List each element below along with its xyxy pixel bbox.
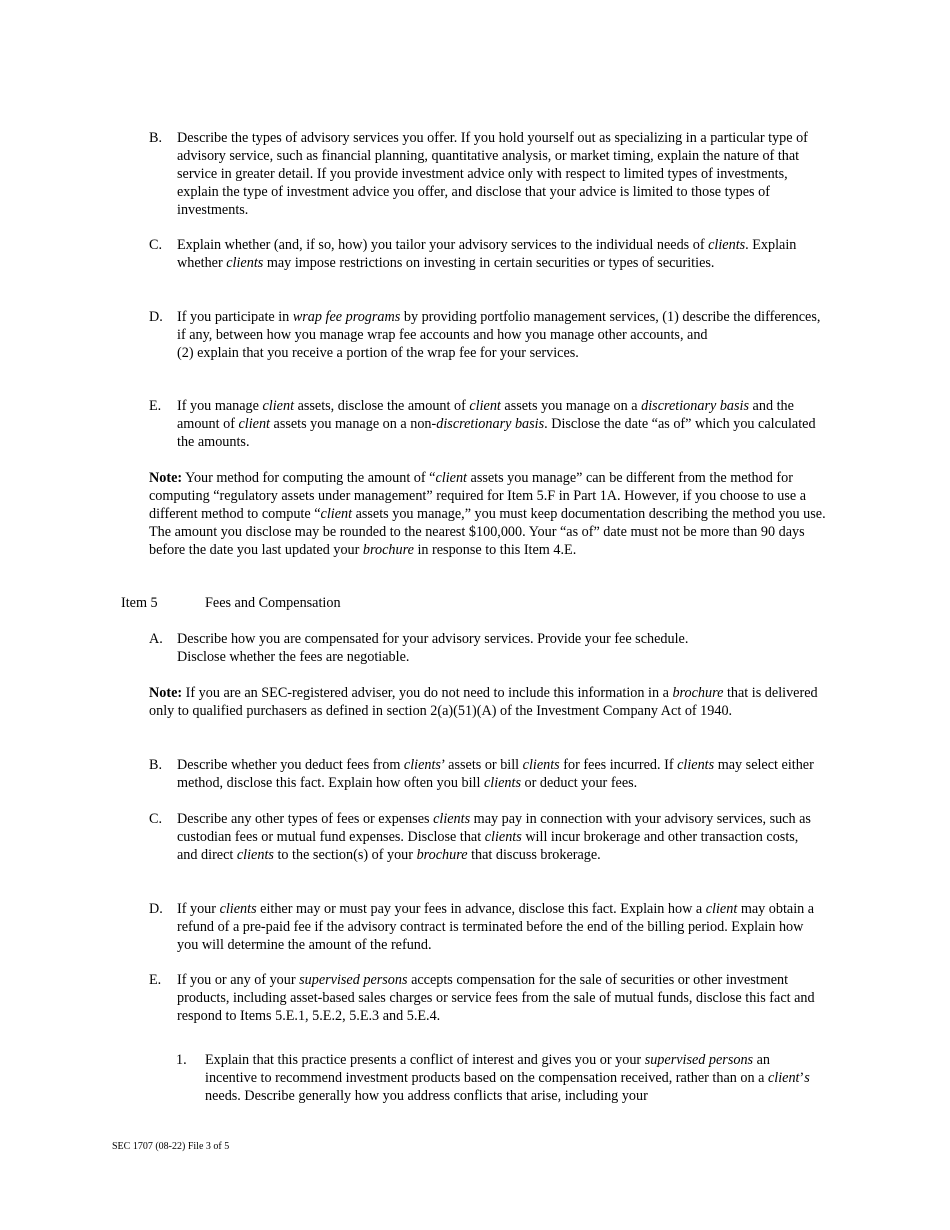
item-5a-text: Describe how you are compensated for your advisory services. Provide your fee schedule. Disclose whether the fees are negotiable. <box>177 631 689 665</box>
note-item-4e: Note: Your method for computing the amount of “client assets you manage” can be different from the method for computing “regulatory assets under management” required for Item 5.F in Part 1A. However, if you choose to use a different method to compute “client assets you manage,” you must keep documentation describing the method you use. The amount you disclose may be rounded to the nearest $100,000. Your “as of” date must not be more than 90 days before the date you last updated your brochure in response to this Item 4.E. <box>149 470 826 558</box>
item-5a-label: A. <box>149 631 163 647</box>
item-5e1-label: 1. <box>176 1052 187 1068</box>
item-5b-label: B. <box>149 757 163 773</box>
item-5c-label: C. <box>149 811 163 827</box>
item-5d <box>149 900 821 954</box>
note-label: Note: <box>149 685 183 701</box>
item-5d-text: If your clients either may or must pay your fees in advance, disclose this fact. Explain how a client may obtain a refund of a pre-paid fee if the advisory contract is terminated before the end of the billing period. Explain how you will determine the amount of the refund. <box>177 901 815 953</box>
item-5e-label: E. <box>149 972 162 988</box>
item-5a <box>149 630 821 666</box>
item-4d <box>149 308 821 362</box>
note-item-5a: Note: If you are an SEC-registered adviser, you do not need to include this information in a brochure that is delivered only to qualified purchasers as defined in section 2(a)(51)(A) of the Investment Company Act of 1940. <box>149 685 818 719</box>
item-4d-label: D. <box>149 309 163 325</box>
item-4e <box>149 397 821 451</box>
item-5e1 <box>176 1051 816 1105</box>
item-5b-text: Describe whether you deduct fees from clients’ assets or bill clients for fees incurred. If clients may select either method, disclose this fact. Explain how often you bill clients or deduct your fees. <box>177 757 814 791</box>
item-5c <box>149 810 821 864</box>
item-4b-text: Describe the types of advisory services you offer. If you hold yourself out as specializing in a particular type of advisory service, such as financial planning, quantitative analysis, or market timing, explain the nature of that service in greater detail. If you provide investment advice only with respect to limited types of investments, explain the type of investment advice you offer, and disclose that your advice is limited to those types of investments. <box>177 130 808 218</box>
item-4d-text: If you participate in wrap fee programs by providing portfolio management services, (1) describe the differences, if any, between how you manage wrap fee accounts and how you manage other accounts, and (2) explain that you receive a portion of the wrap fee for your services. <box>177 309 821 361</box>
item-4c <box>149 236 821 272</box>
item-4e-text: If you manage client assets, disclose the amount of client assets you manage on a discretionary basis and the amount of client assets you manage on a non-discretionary basis. Disclose the date “as of” which you calculated the amounts. <box>177 398 816 450</box>
item-4c-label: C. <box>149 237 163 253</box>
item-4b-label: B. <box>149 130 163 146</box>
item-5b <box>149 756 821 792</box>
item-5e <box>149 971 821 1025</box>
item-5c-text: Describe any other types of fees or expenses clients may pay in connection with your advisory services, such as custodian fees or mutual fund expenses. Disclose that clients will incur brokerage and other transaction costs, and direct clients to the section(s) of your brochure that discuss brokerage. <box>177 811 811 863</box>
item-5-number: Item 5 <box>121 595 158 611</box>
item-4c-text: Explain whether (and, if so, how) you tailor your advisory services to the individual needs of clients. Explain whether clients may impose restrictions on investing in certain securities or types of securities. <box>177 237 797 271</box>
page-footer: SEC 1707 (08-22) File 3 of 5 <box>112 1141 230 1152</box>
item-4e-label: E. <box>149 398 162 414</box>
item-5e-text: If you or any of your supervised persons accepts compensation for the sale of securities or other investment products, including asset-based sales charges or service fees from the sale of mutual funds, disclose this fact and respond to Items 5.E.1, 5.E.2, 5.E.3 and 5.E.4. <box>177 972 815 1024</box>
item-5d-label: D. <box>149 901 163 917</box>
note-label: Note: <box>149 470 183 486</box>
item-5-title: Fees and Compensation <box>205 595 341 611</box>
item-4b <box>149 129 821 219</box>
item-5e1-text: Explain that this practice presents a conflict of interest and gives you or your supervised persons an incentive to recommend investment products based on the compensation received, rather than on a client’s needs. Describe generally how you address conflicts that arise, including your <box>205 1052 810 1104</box>
